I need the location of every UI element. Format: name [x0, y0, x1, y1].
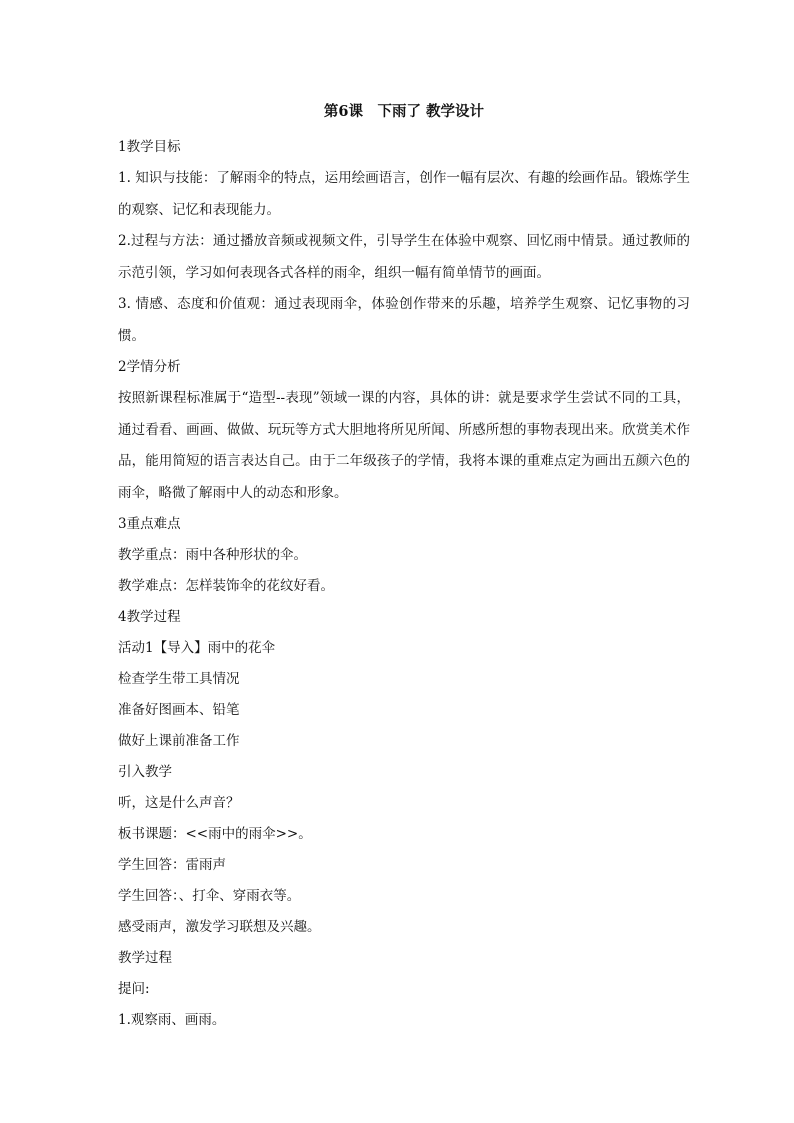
section-heading-process: 4教学过程 [118, 609, 181, 625]
document-title: 第6课 下雨了 教学设计 [323, 103, 485, 120]
goal-knowledge-skills: 1. 知识与技能：了解雨伞的特点，运用绘画语言，创作一幅有层次、有趣的绘画作品。锻炼学生的观察、记忆和表现能力。 [118, 170, 690, 218]
goal-emotion-attitude: 3. 情感、态度和价值观：通过表现雨伞，体验创作带来的乐趣，培养学生观察、记忆事物的习惯。 [118, 296, 690, 344]
process-line: 引入教学 [118, 764, 172, 780]
process-line: 做好上课前准备工作 [118, 733, 240, 749]
section-heading-analysis: 2学情分析 [118, 359, 181, 375]
key-point-difficulty: 教学难点：怎样装饰伞的花纹好看。 [118, 578, 334, 594]
process-line: 活动1【导入】雨中的花伞 [118, 640, 276, 656]
process-line: 1.观察雨、画雨。 [118, 1012, 226, 1028]
section-heading-goals: 1教学目标 [118, 139, 181, 155]
document-body [118, 102, 690, 1036]
goal-process-method: 2.过程与方法：通过播放音频或视频文件，引导学生在体验中观察、回忆雨中情景。通过教师的示范引领，学习如何表现各式各样的雨伞，组织一幅有简单情节的画面。 [118, 233, 690, 281]
process-line: 教学过程 [118, 950, 172, 966]
process-line: 提问: [118, 981, 150, 997]
process-line: 感受雨声，激发学习联想及兴趣。 [118, 919, 321, 935]
section-heading-key-points: 3重点难点 [118, 516, 181, 532]
process-line: 听，这是什么声音？ [118, 795, 240, 811]
process-line: 学生回答：、打伞、穿雨衣等。 [118, 888, 301, 904]
process-line: 准备好图画本、铅笔 [118, 702, 240, 718]
process-line: 板书课题：<<雨中的雨伞>>。 [118, 826, 312, 842]
key-point-focus: 教学重点：雨中各种形状的伞。 [118, 547, 307, 563]
process-line: 学生回答：雷雨声 [118, 857, 226, 873]
student-analysis-paragraph: 按照新课程标准属于“造型--表现”领域一课的内容，具体的讲：就是要求学生尝试不同的工具，通过看看、画画、做做、玩玩等方式大胆地将所见所闻、所感所想的事物表现出来。欣赏美术作品，能用简短的语言表达自己。由于二年级孩子的学情，我将本课的重难点定为画出五颜六色的雨伞，略微了解雨中人的动态和形象。 [118, 390, 690, 501]
process-line: 检查学生带工具情况 [118, 671, 240, 687]
